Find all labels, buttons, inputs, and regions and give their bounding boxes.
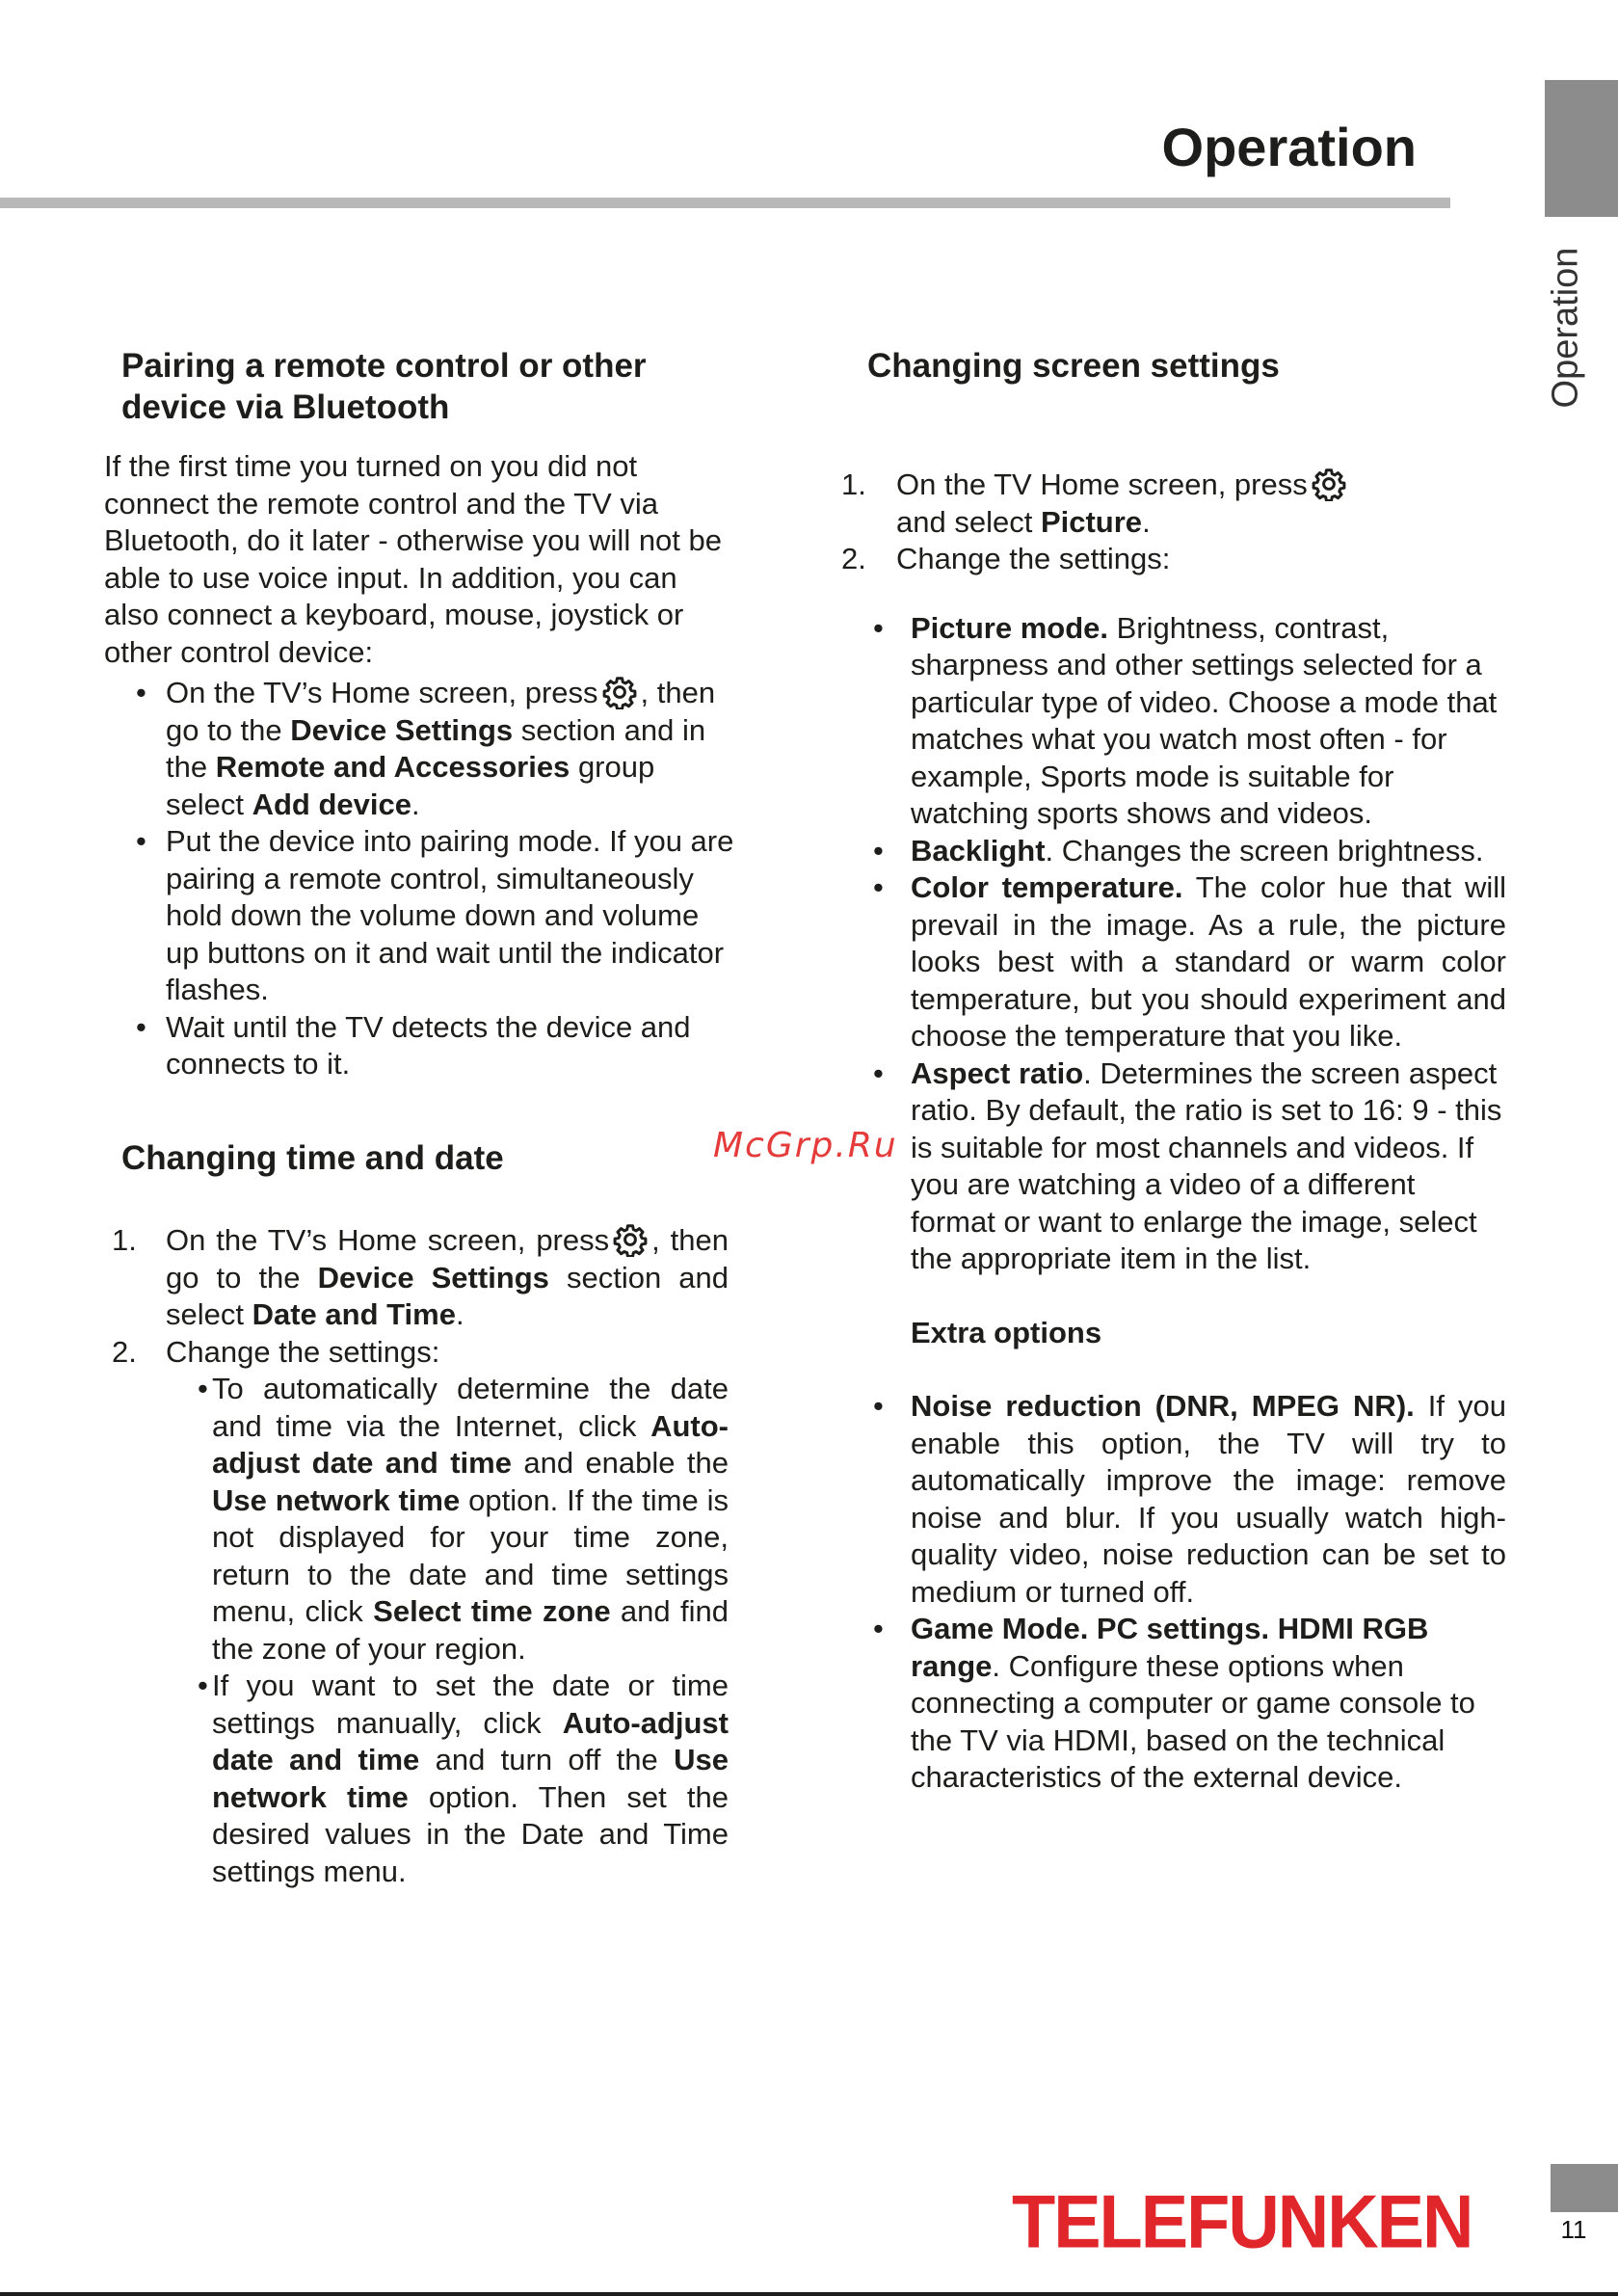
- screen-item-noise-reduction: [841, 1388, 1506, 1611]
- bt-body: [104, 448, 740, 1083]
- picture-mode-desc: Brightness, contrast, sharpness and other settings selected for a particular type of video. Choose a mode that matches what you watch most often - for example, Sports mode is suitable for watching sports shows and videos.: [911, 610, 1498, 830]
- time-step-1-number: 1.: [112, 1223, 137, 1257]
- screen-item-game-mode: [841, 1611, 1506, 1797]
- bt-step-2: • Put the device into pairing mode. If you are pairing a remote control, simultaneously hold down the volume down and volume up buttons on it and wait until the indicator flashes.: [104, 823, 740, 1009]
- time-step-1-text-d: section and select: [166, 1260, 729, 1331]
- bt-intro: If the first time you turned on you did not connect the remote control and the TV via Bluetooth, do it later - otherwise you will not be able to use voice input. In addition, you can also connect a keyboard, mouse, joystick or other control device:: [104, 449, 723, 669]
- bt-step-3: • Wait until the TV detects the device and connects to it.: [104, 1009, 740, 1083]
- bt-step-1: [104, 675, 740, 823]
- screen-step-2-number: 2.: [841, 542, 866, 575]
- time-step-2-text: Change the settings:: [166, 1334, 440, 1369]
- time-step-2: [112, 1334, 729, 1372]
- time-substep-1-use-network-time: Use network time: [212, 1482, 461, 1517]
- screen-step-1-period: .: [1142, 504, 1151, 539]
- bt-step-1-text-a: On the TV’s Home screen, press: [166, 676, 598, 709]
- screen-step-1-number: 1.: [841, 467, 866, 501]
- time-substep-1-auto-adjust: Auto-adjust date and time: [212, 1408, 729, 1480]
- extra-options-heading: Extra options: [911, 1315, 1102, 1349]
- time-body: [112, 1222, 729, 1890]
- screen-step-1: [841, 467, 1506, 541]
- screen-item-backlight: [841, 833, 1506, 870]
- backlight-title: Backlight: [911, 833, 1046, 868]
- time-substep-1-text-g: and find the zone of your region.: [212, 1594, 729, 1666]
- time-step-1-text: [166, 1222, 729, 1334]
- time-step-1-text-b: , then go to the: [166, 1223, 729, 1295]
- screen-step-1-text-a: On the TV Home screen, press: [896, 467, 1308, 501]
- gear-icon: [1312, 467, 1346, 501]
- screen-item-picture-mode: [841, 610, 1506, 833]
- gear-icon: [613, 1222, 648, 1257]
- brand-logo: TELEFUNKEN: [1012, 2178, 1472, 2264]
- time-substep-1-text-c: and enable the: [523, 1446, 729, 1480]
- section-heading-bluetooth: Pairing a remote control or other device via Bluetooth: [121, 347, 647, 426]
- aspect-ratio-title: Aspect ratio: [911, 1055, 1084, 1090]
- side-tab-label: [1537, 231, 1595, 424]
- color-temperature-title: Color temperature.: [911, 870, 1183, 904]
- bt-step-1-remote-accessories: Remote and Accessories: [215, 750, 570, 784]
- page-number: 11: [1560, 2215, 1587, 2244]
- time-substep-2-auto-adjust: Auto-adjust date and time: [212, 1705, 729, 1776]
- screen-step-2: [841, 541, 1506, 578]
- screen-step-2-text: Change the settings:: [896, 542, 1171, 575]
- time-substep-2-text-e: option. Then set the desired values in the Date and Time settings menu.: [212, 1779, 729, 1888]
- gear-icon: [602, 675, 637, 709]
- side-tab-text: Operation: [1545, 247, 1586, 409]
- page-number-marker: [1551, 2164, 1618, 2212]
- time-substep-2: [166, 1668, 729, 1890]
- time-substep-1-text-a: To automatically determine the date and time via the Internet, click: [212, 1372, 729, 1443]
- aspect-ratio-desc: . Determines the screen aspect ratio. By default, the ratio is set to 16: 9 - this is suitable for most channels and videos. If you are watching a video of a different format or want to enlarge the image, select the appropriate item in the list.: [911, 1055, 1502, 1275]
- time-heading-block: [121, 1137, 738, 1179]
- color-temperature-desc: The color hue that will prevail in the image. As a rule, the picture looks best with a standard or warm color temperature, but you should experiment and choose the temperature that you like.: [911, 870, 1506, 1053]
- bt-step-1-period: .: [411, 787, 420, 821]
- screen-settings-list: [841, 610, 1506, 1278]
- screen-step-1-text: [896, 467, 1506, 541]
- bottom-divider: [0, 2292, 1618, 2296]
- game-mode-desc: . Configure these options when connecting a computer or game console to the TV via HDMI, based on the technical characteristics of the external device.: [911, 1648, 1475, 1794]
- time-substeps-list: [166, 1371, 729, 1890]
- screen-step-1-picture: Picture: [1040, 504, 1143, 539]
- time-substep-2-use-network-time: Use network time: [212, 1743, 729, 1814]
- game-mode-title: Game Mode. PC settings. HDMI RGB range: [911, 1612, 1429, 1683]
- bt-steps-list: [104, 675, 740, 1083]
- time-substep-2-text-c: and turn off the: [435, 1743, 658, 1776]
- screen-body: [841, 467, 1506, 1797]
- noise-reduction-title: Noise reduction (DNR, MPEG NR).: [911, 1389, 1415, 1423]
- bt-step-1-device-settings: Device Settings: [290, 712, 514, 747]
- time-substep-2-text-a: If you want to set the date or time settings manually, click: [212, 1669, 729, 1740]
- bt-step-1-text-f: group select: [166, 750, 655, 821]
- backlight-desc: . Changes the screen brightness.: [1045, 833, 1484, 868]
- picture-mode-title: Picture mode.: [911, 610, 1108, 645]
- time-step-1-device-settings: Device Settings: [317, 1260, 549, 1295]
- side-tab-marker: [1545, 80, 1618, 217]
- extra-options-list: [841, 1388, 1506, 1797]
- time-step-1-date-and-time: Date and Time: [252, 1297, 456, 1331]
- time-step-1: [112, 1222, 729, 1334]
- time-substep-1-select-time-zone: Select time zone: [373, 1594, 611, 1628]
- time-step-1-text-a: On the TV’s Home screen, press: [166, 1223, 610, 1257]
- bt-step-1-add-device: Add device: [252, 787, 411, 821]
- noise-reduction-desc: If you enable this option, the TV will try to automatically improve the image: remove noise and blur. If you usually watch high-quality video, noise reduction can be set to medium or turned off.: [911, 1389, 1506, 1609]
- screen-item-color-temperature: [841, 869, 1506, 1055]
- time-substep-1-text-e: option. If the time is not displayed for your time zone, return to the date and time settings menu, click: [212, 1482, 729, 1628]
- section-heading-time: Changing time and date: [121, 1139, 504, 1177]
- bt-step-1-text-d: section and in the: [166, 712, 706, 784]
- screen-item-aspect-ratio: [841, 1055, 1506, 1278]
- section-heading-screen: Changing screen settings: [867, 347, 1280, 385]
- time-substep-1: [166, 1371, 729, 1668]
- time-step-2-number: 2.: [112, 1334, 137, 1369]
- page-title: Operation: [1161, 117, 1417, 177]
- bt-heading-block: [121, 345, 738, 428]
- time-step-1-period: .: [455, 1297, 464, 1331]
- bt-step-1-text-b: , then go to the: [166, 676, 716, 747]
- header-divider: [0, 198, 1450, 208]
- screen-step-1-text-b: and select: [896, 504, 1033, 539]
- screen-heading-block: [867, 345, 1484, 387]
- watermark-text: McGrp.Ru: [713, 1126, 898, 1165]
